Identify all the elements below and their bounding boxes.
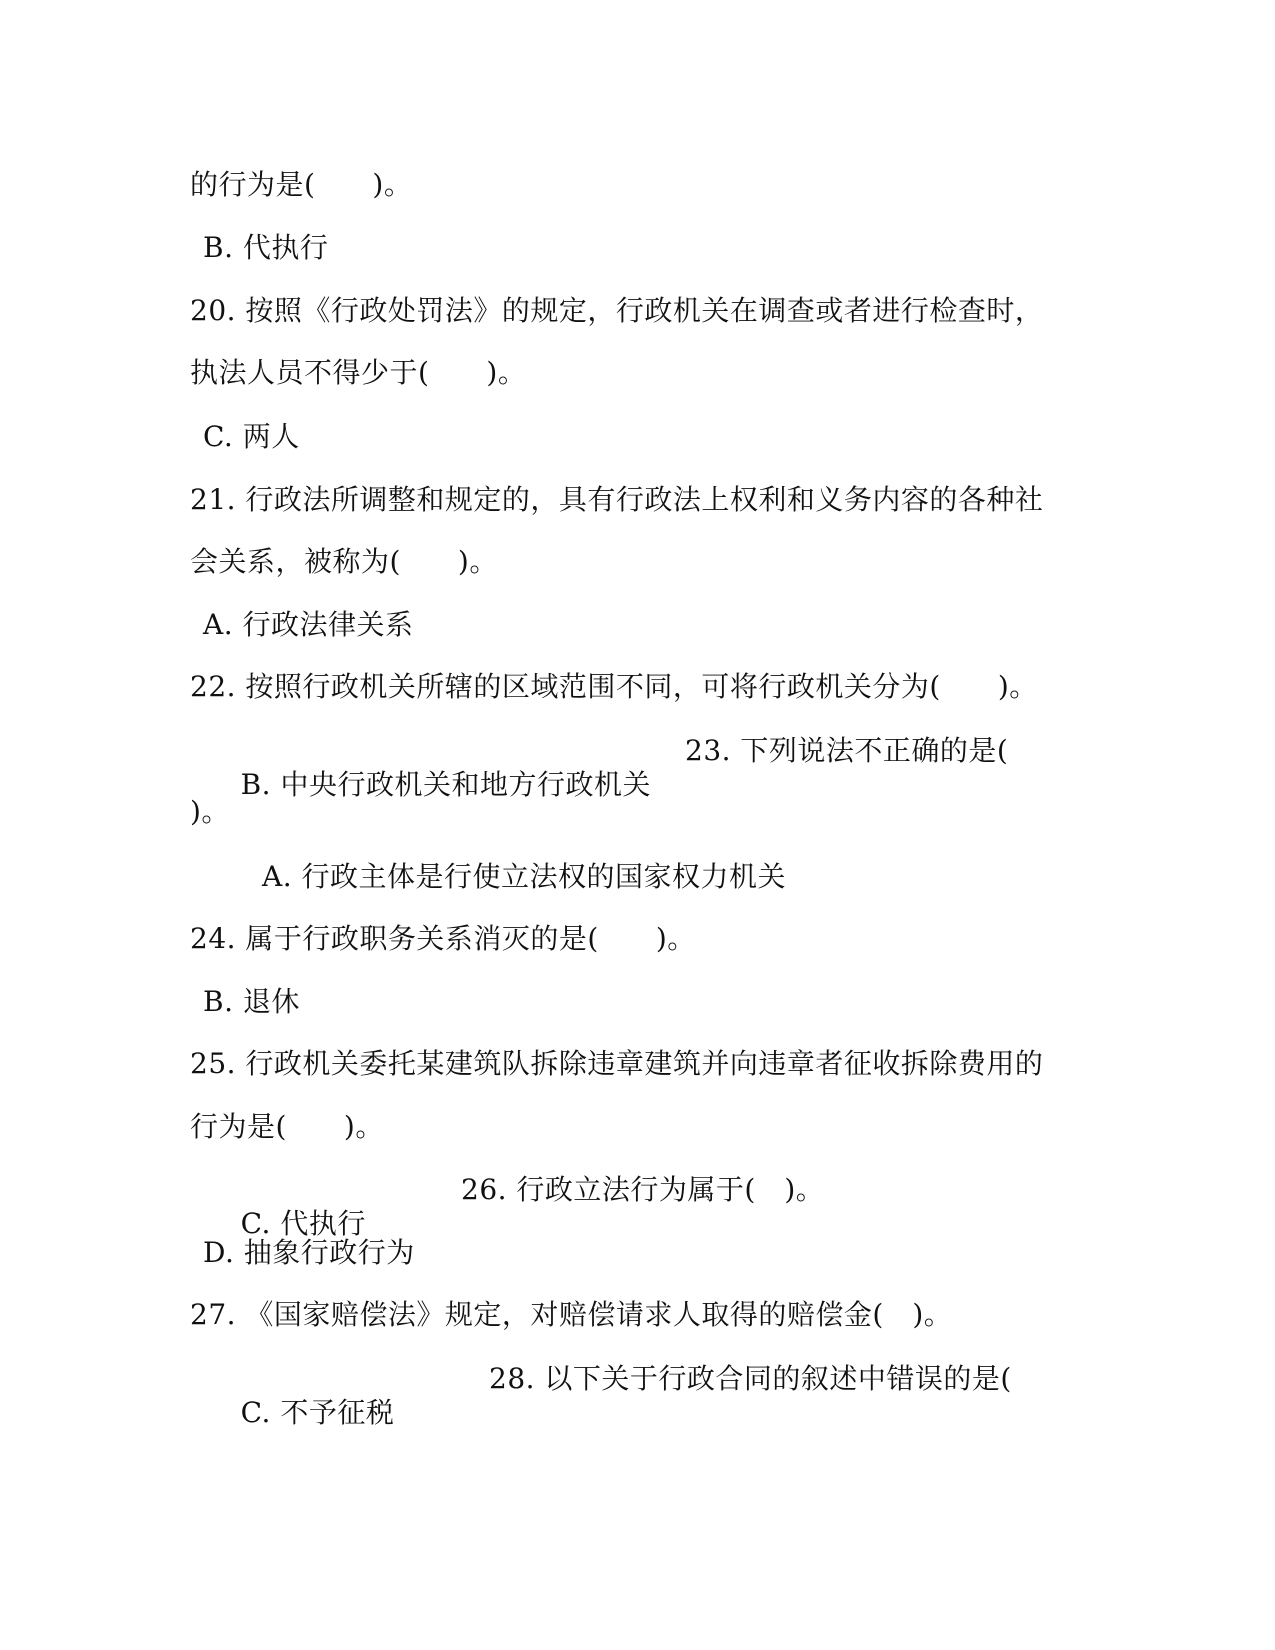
q25-answer: C. 代执行 (240, 1207, 366, 1240)
q27-text: 27. 《国家赔偿法》规定，对赔偿请求人取得的赔偿金( )。 (190, 1298, 953, 1331)
q23-text: 23. 下列说法不正确的是( (685, 734, 1009, 767)
q25-text: 25. 行政机关委托某建筑队拆除违章建筑并向违章者征收拆除费用的 (190, 1047, 1044, 1080)
q26-answer: D. 抽象行政行为 (203, 1236, 415, 1269)
q19-answer: B. 代执行 (203, 231, 329, 264)
q27-answer-row (203, 1362, 1012, 1498)
q23-continuation: )。 (190, 795, 230, 828)
q20-answer: C. 两人 (203, 420, 300, 453)
q22-answer-row (203, 734, 1009, 870)
q20-text: 20. 按照《行政处罚法》的规定，行政机关在调查或者进行检查时， (190, 294, 1044, 327)
q22-text: 22. 按照行政机关所辖的区域范围不同，可将行政机关分为( )。 (190, 670, 1038, 703)
q21-continuation: 会关系，被称为( )。 (190, 545, 498, 578)
q26-text: 26. 行政立法行为属于( )。 (461, 1173, 825, 1206)
q20-continuation: 执法人员不得少于( )。 (190, 356, 527, 389)
q24-answer: B. 退休 (203, 985, 300, 1018)
q19-continuation: 的行为是( )。 (190, 168, 413, 201)
q23-answer: A. 行政主体是行使立法权的国家权力机关 (262, 860, 787, 893)
q21-answer: A. 行政法律关系 (203, 608, 414, 641)
q27-answer: C. 不予征税 (240, 1396, 395, 1429)
q22-answer: B. 中央行政机关和地方行政机关 (240, 768, 651, 801)
q24-text: 24. 属于行政职务关系消灭的是( )。 (190, 922, 696, 955)
q28-text: 28. 以下关于行政合同的叙述中错误的是( (489, 1362, 1012, 1395)
q25-continuation: 行为是( )。 (190, 1110, 384, 1143)
q21-text: 21. 行政法所调整和规定的，具有行政法上权利和义务内容的各种社 (190, 483, 1044, 516)
